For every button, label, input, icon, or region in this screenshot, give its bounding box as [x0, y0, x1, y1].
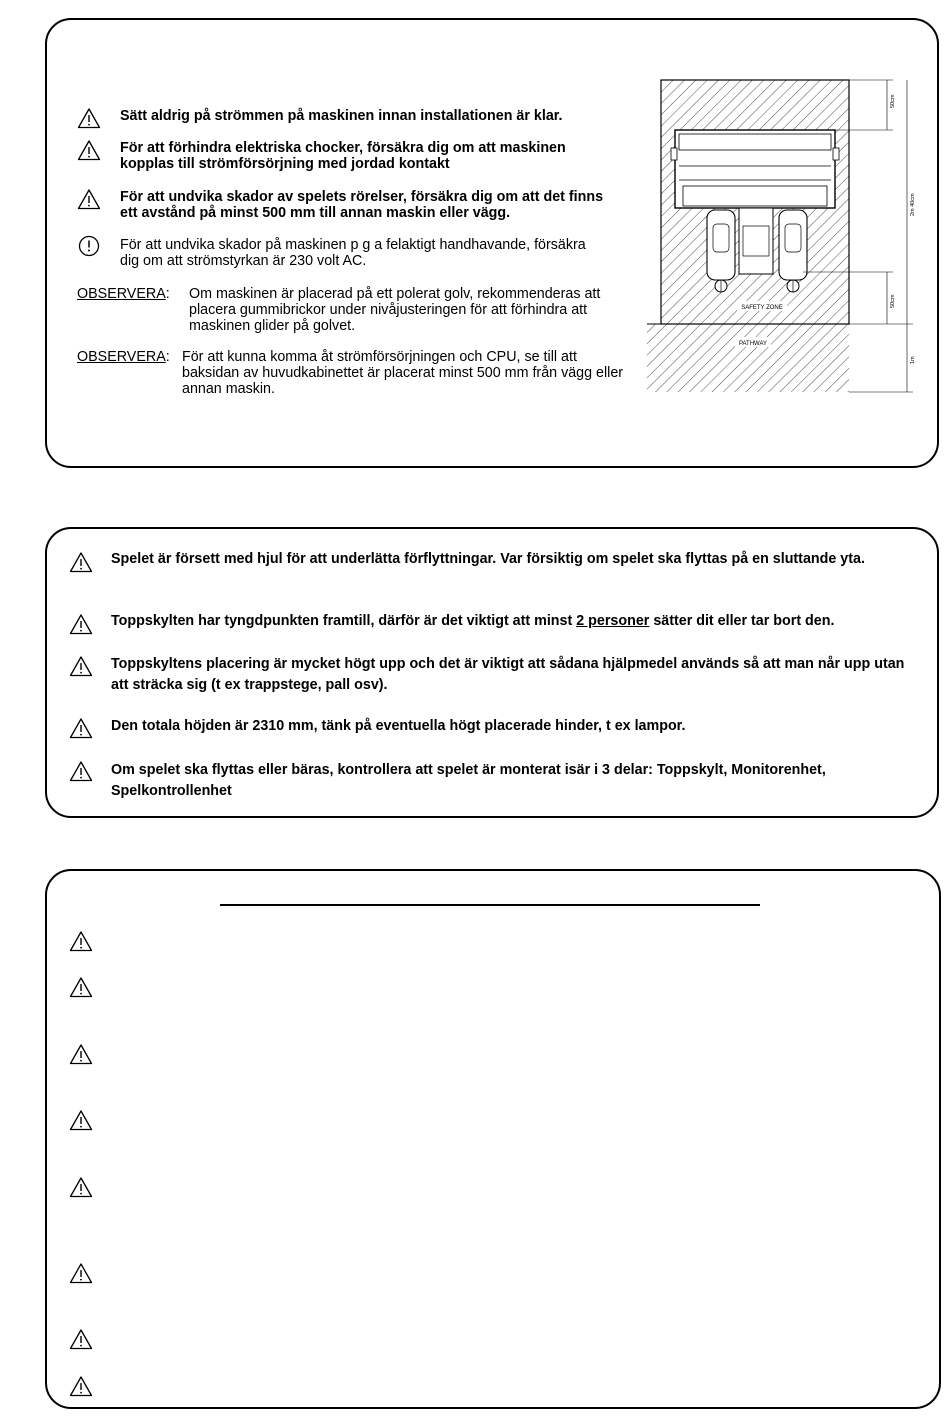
warning-text-total-height: Den totala höjden är 2310 mm, tänk på eventuella högt placerade hinder, t ex lampor. — [111, 718, 686, 734]
warning-triangle-icon — [69, 551, 93, 573]
warning-triangle-icon — [69, 1375, 93, 1397]
warning-triangle-icon — [77, 139, 101, 161]
seat-right — [779, 210, 807, 280]
note-text: Om maskinen är placerad på ett polerat golv, rekommenderas att placera gummibrickor under nivåjusteringen för att förhindra att maskinen glider på golvet. — [189, 286, 601, 334]
warning-triangle-icon — [69, 976, 93, 998]
warning-triangle-icon — [77, 188, 101, 210]
dim-top-label: 50cm — [890, 94, 896, 108]
transport-warnings-panel — [45, 527, 939, 818]
dim-pathway-label: 1m — [910, 356, 916, 364]
warning-text-movement-distance: För att undvika skador av spelets rörelser, försäkra dig om att det finns ett avstånd på minst 500 mm till annan maskin eller vägg. — [120, 189, 604, 221]
warning-triangle-icon — [69, 1043, 93, 1065]
note-text: För att kunna komma åt strömförsörjningen och CPU, se till att baksidan av huvudkabinettet är placerat minst 500 mm från vägg eller annan maskin. — [182, 349, 624, 397]
blank-warnings-panel — [45, 869, 941, 1409]
warning-triangle-icon — [69, 1176, 93, 1198]
cabinet-top-view — [675, 130, 835, 208]
installation-warnings-panel — [45, 18, 939, 468]
note-polished-floor: OBSERVERA: Om maskinen är placerad på ett polerat golv, rekommenderas att placera gummibrickor under nivåjusteringen för att förhindra att maskinen glider på golvet. — [77, 286, 637, 302]
note-label: OBSERVERA — [77, 349, 166, 365]
warning-triangle-icon — [69, 1262, 93, 1284]
dim-bottom-label: 50cm — [890, 294, 896, 308]
warning-triangle-icon — [69, 717, 93, 739]
caution-text-voltage: För att undvika skador på maskinen p g a felaktigt handhavande, försäkra dig om att strömstyrkan är 230 volt AC. — [120, 237, 586, 269]
warning-triangle-icon — [69, 930, 93, 952]
note-rear-access: OBSERVERA: För att kunna komma åt strömförsörjningen och CPU, se till att baksidan av huvudkabinettet är placerat minst 500 mm från vägg eller annan maskin. — [77, 349, 637, 365]
warning-text-top-sign-height: Toppskyltens placering är mycket högt upp och det är viktigt att sådana hjälpmedel används så att man når upp utan att sträcka sig (t ex trappstege, pall osv). — [111, 656, 905, 693]
safety-zone-label: SAFETY ZONE — [741, 305, 783, 311]
seat-left — [707, 210, 735, 280]
warning-triangle-icon — [77, 107, 101, 129]
warning-text-disassembly: Om spelet ska flyttas eller bäras, kontrollera att spelet är monterat isär i 3 delar: Toppskylt, Monitorenhet, Spelkontrollenhet — [111, 762, 826, 799]
two-persons-emphasis: 2 personer — [576, 613, 650, 629]
warning-triangle-icon — [69, 655, 93, 677]
pathway-label: PATHWAY — [738, 341, 768, 347]
warning-triangle-icon — [69, 613, 93, 635]
pathway-area — [647, 324, 849, 392]
note-label: OBSERVERA — [77, 286, 166, 302]
caution-circle-icon — [77, 235, 101, 257]
warning-text-power: Sätt aldrig på strömmen på maskinen innan installationen är klar. — [120, 108, 563, 124]
installation-diagram — [643, 76, 927, 400]
warning-text-electric-shock: För att förhindra elektriska chocker, försäkra dig om att maskinen kopplas till strömförsörjning med jordad kontakt — [120, 140, 566, 172]
dim-total-label: 2m 40cm — [910, 193, 916, 216]
warning-triangle-icon — [69, 1109, 93, 1131]
warning-text-wheels: Spelet är försett med hjul för att underlätta förflyttningar. Var försiktig om spelet ska flyttas på en sluttande yta. — [111, 551, 865, 567]
title-rule — [220, 904, 760, 906]
warning-triangle-icon — [69, 760, 93, 782]
warning-triangle-icon — [69, 1328, 93, 1350]
warning-text-top-sign-weight: Toppskylten har tyngdpunkten framtill, därför är det viktigt att minst 2 personer sätter dit eller tar bort den. — [111, 613, 835, 629]
